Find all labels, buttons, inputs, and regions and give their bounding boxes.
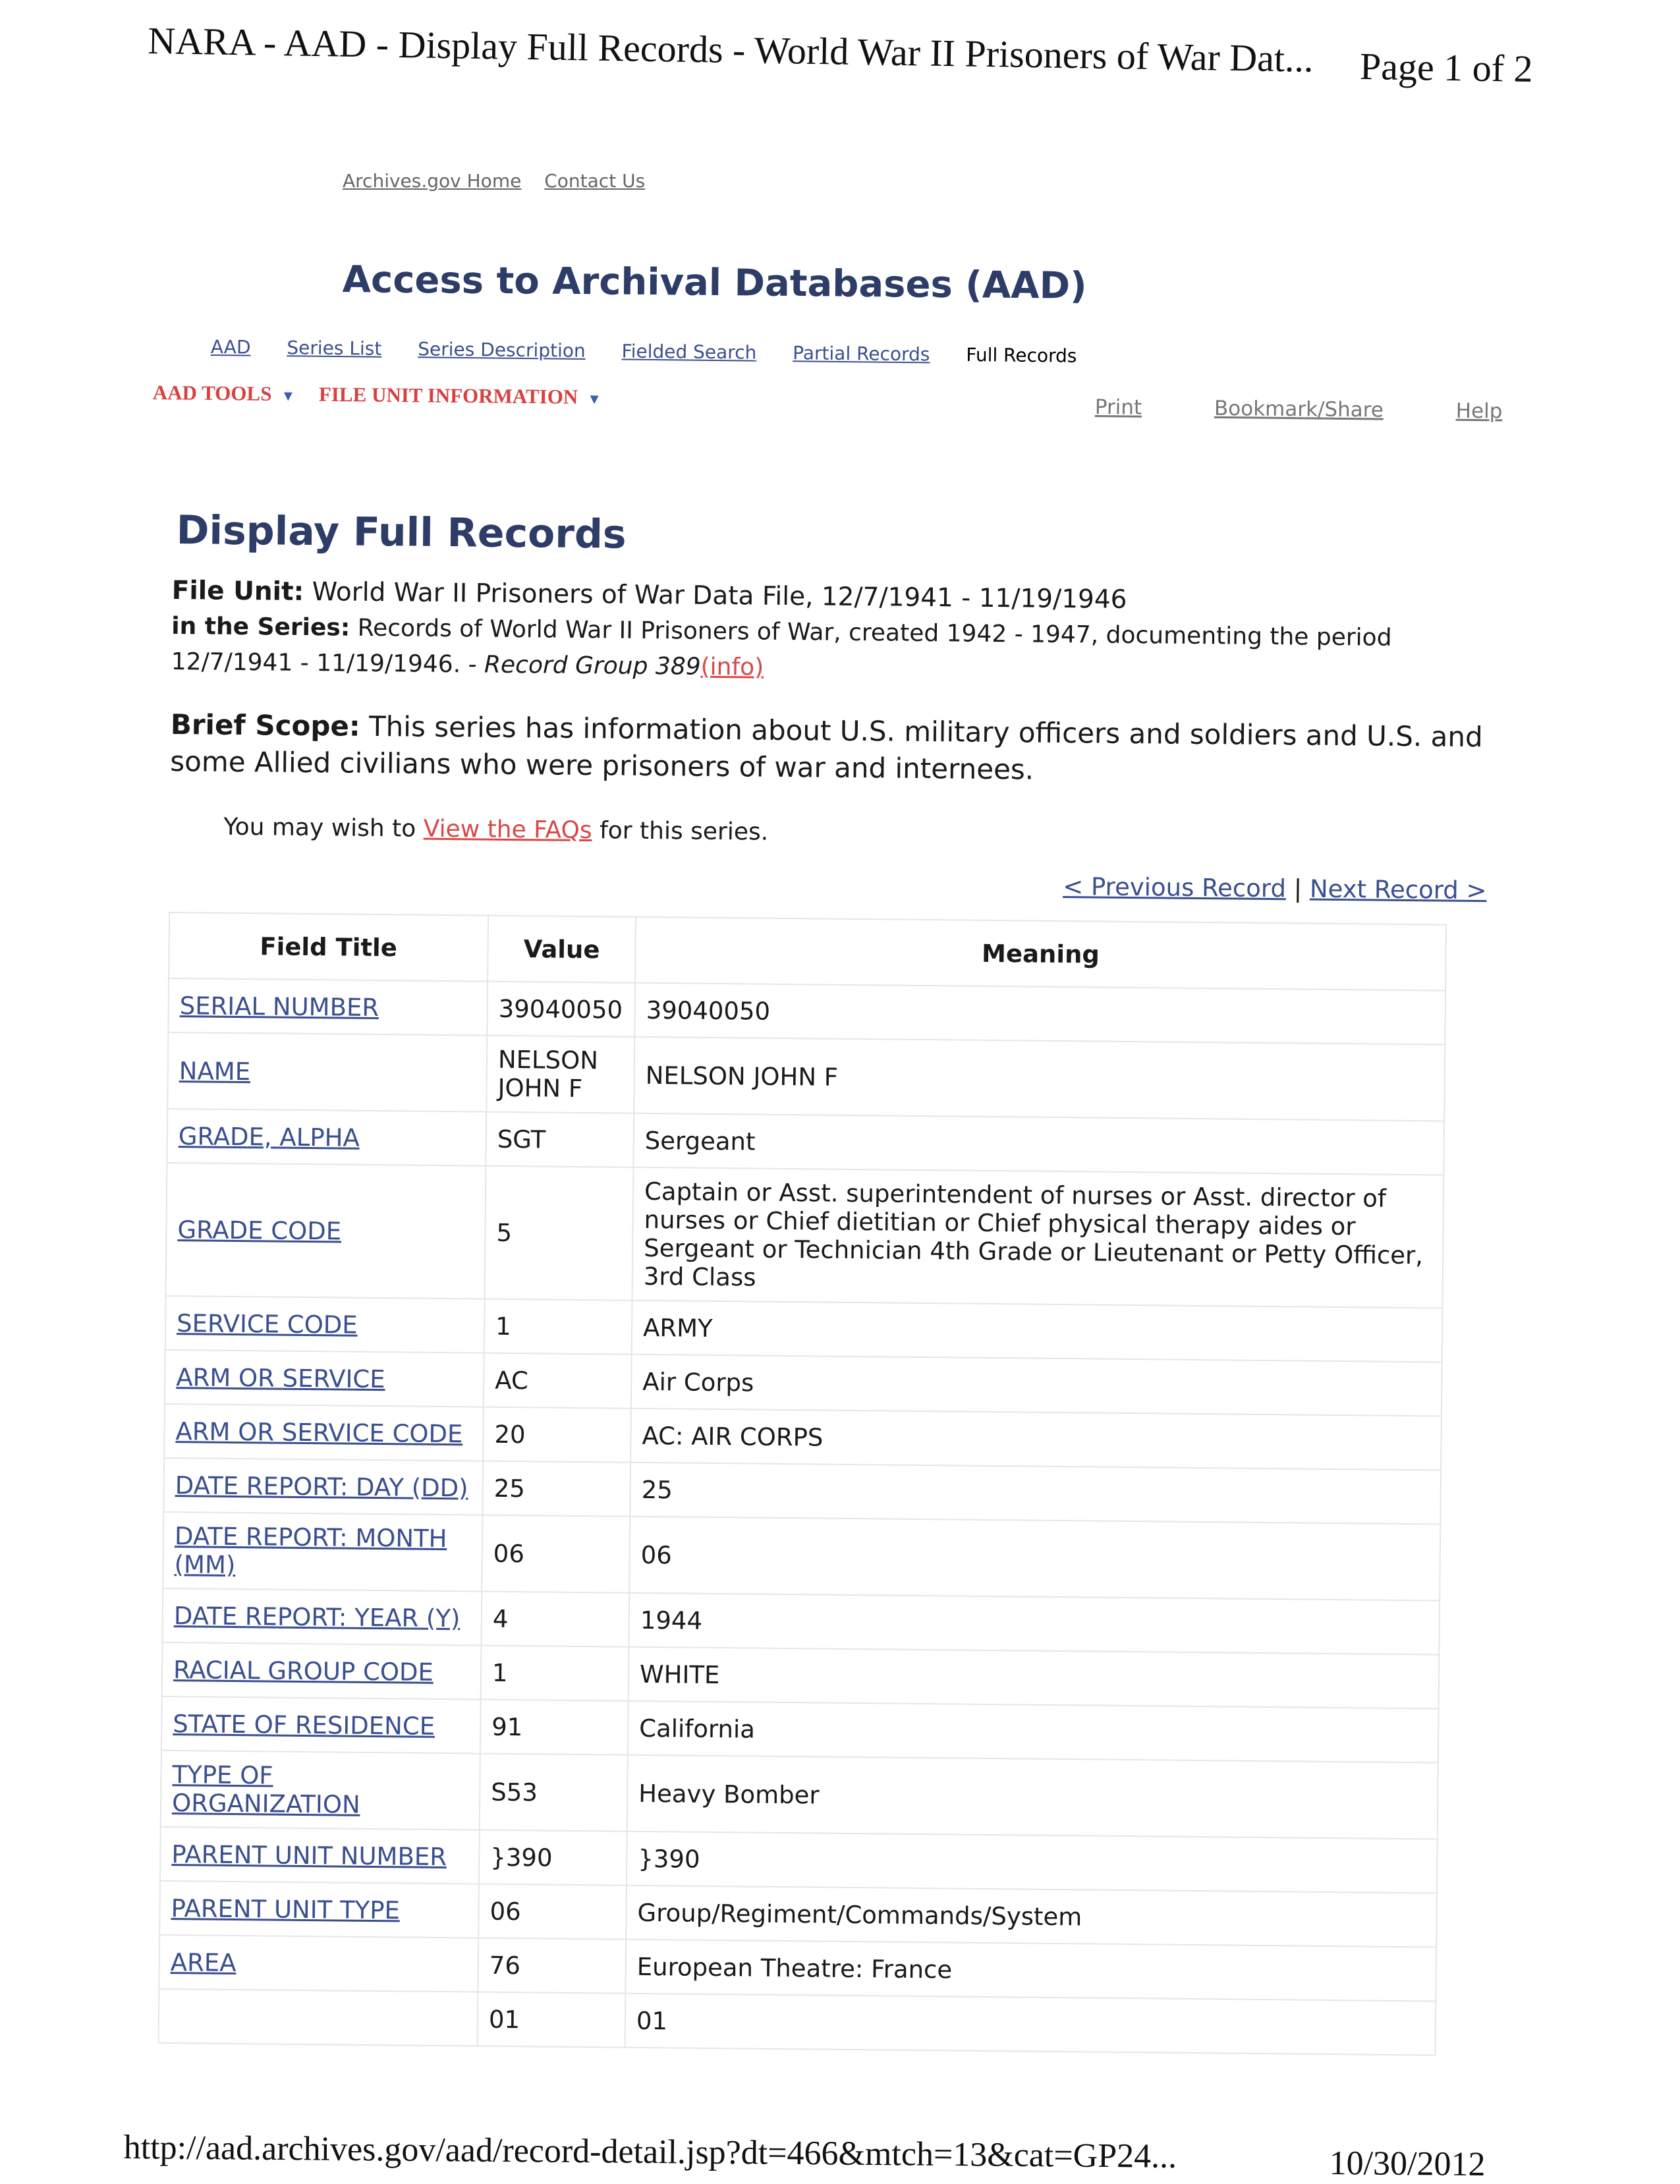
tools-menu: [153, 381, 621, 409]
table-row: [163, 1512, 1440, 1601]
field-title-link[interactable]: STATE OF RESIDENCE: [173, 1709, 435, 1741]
field-title-cell: [168, 978, 488, 1036]
value-cell: 06: [482, 1515, 630, 1593]
value-cell: NELSON JOHN F: [486, 1036, 634, 1113]
main-content: [158, 507, 1490, 2056]
help-link[interactable]: Help: [1455, 399, 1503, 424]
field-title-link[interactable]: TYPE OF ORGANIZATION: [171, 1760, 360, 1819]
value-cell: 1: [481, 1646, 629, 1701]
value-cell: AC: [484, 1353, 632, 1409]
field-title-cell: [160, 1827, 480, 1884]
table-row: [161, 1750, 1438, 1839]
value-cell: 76: [478, 1938, 626, 1994]
meaning-cell: 1944: [629, 1593, 1440, 1655]
dropdown-arrow-icon: ▼: [281, 387, 296, 405]
meaning-cell: 25: [630, 1463, 1441, 1525]
field-title-cell: [159, 1989, 478, 2046]
header-field-title: Field Title: [169, 912, 488, 982]
value-cell: 25: [482, 1461, 630, 1517]
field-title-link[interactable]: ARM OR SERVICE CODE: [175, 1416, 463, 1448]
field-title-link[interactable]: RACIAL GROUP CODE: [173, 1655, 434, 1687]
meaning-cell: Captain or Asst. superintendent of nurses or Asst. director of nurses or Chief dietitian or Chief physical therapy aides or Sergeant or Technician 4th Grade or Lieutenant or Petty Officer, 3rd Class: [632, 1167, 1443, 1308]
field-title-link[interactable]: AREA: [170, 1947, 237, 1977]
scope-label: Brief Scope:: [170, 708, 360, 742]
field-title-link[interactable]: SERIAL NUMBER: [179, 991, 379, 1022]
table-header-row: [169, 912, 1446, 991]
print-link[interactable]: Print: [1094, 395, 1142, 420]
record-group: Record Group 389: [484, 651, 701, 681]
field-title-cell: [161, 1750, 480, 1830]
faq-suffix: for this series.: [592, 817, 769, 846]
nav-series-list[interactable]: Series List: [287, 337, 382, 360]
faq-line: [223, 814, 1487, 853]
utility-links: [1095, 395, 1569, 424]
header-meaning: Meaning: [635, 917, 1446, 991]
nav-aad[interactable]: AAD: [210, 336, 251, 358]
main-nav: [211, 336, 1077, 367]
view-faqs-link[interactable]: View the FAQs: [423, 815, 592, 845]
meaning-cell: California: [628, 1701, 1439, 1763]
meaning-cell: ARMY: [632, 1301, 1443, 1362]
field-title-cell: [166, 1163, 486, 1299]
field-title-cell: [159, 1881, 479, 1938]
faq-prefix: You may wish to: [223, 813, 424, 843]
value-cell: 20: [483, 1407, 631, 1463]
value-cell: 91: [480, 1700, 629, 1755]
top-links: [343, 170, 662, 192]
meaning-cell: Heavy Bomber: [627, 1755, 1438, 1839]
print-header-title: NARA - AAD - Display Full Records - World War II Prisoners of War Dat...: [147, 18, 1314, 80]
meaning-cell: NELSON JOHN F: [634, 1037, 1445, 1121]
file-unit-info: [171, 573, 1489, 692]
meaning-cell: European Theatre: France: [625, 1940, 1436, 2002]
print-url: http://aad.archives.gov/aad/record-detail.jsp?dt=466&mtch=13&cat=GP24...: [123, 2129, 1177, 2175]
field-title-cell: [167, 1109, 486, 1166]
aad-tools-menu[interactable]: AAD TOOLS ▼: [152, 381, 296, 405]
series-value: Records of World War II Prisoners of War, created 1942 - 1947, documenting the period 12/7/1941 - 11/19/1946. -: [171, 614, 1392, 679]
field-title-link[interactable]: SERVICE CODE: [176, 1308, 358, 1339]
brief-scope: [170, 706, 1488, 793]
value-cell: 06: [478, 1884, 627, 1940]
value-cell: 01: [478, 1992, 626, 2048]
value-cell: 1: [484, 1299, 632, 1355]
field-title-link[interactable]: NAME: [179, 1056, 251, 1086]
field-title-link[interactable]: PARENT UNIT TYPE: [171, 1893, 401, 1924]
field-title-link[interactable]: DATE REPORT: MONTH (MM): [174, 1522, 447, 1579]
record-navigation: [169, 864, 1486, 905]
file-unit-value: World War II Prisoners of War Data File, 12/7/1941 - 11/19/1946: [312, 577, 1127, 615]
meaning-cell: Group/Regiment/Commands/System: [626, 1886, 1437, 1947]
nav-series-description[interactable]: Series Description: [418, 338, 586, 362]
value-cell: 5: [484, 1166, 633, 1301]
field-title-link[interactable]: DATE REPORT: DAY (DD): [175, 1470, 468, 1502]
nav-full-records-current: Full Records: [966, 344, 1077, 367]
field-title-cell: [165, 1296, 485, 1353]
field-title-cell: [167, 1032, 487, 1112]
print-footer: [123, 2128, 1486, 2184]
meaning-cell: AC: AIR CORPS: [630, 1409, 1442, 1470]
file-unit-information-menu[interactable]: FILE UNIT INFORMATION ▼: [318, 382, 602, 408]
value-cell: 4: [481, 1592, 629, 1647]
field-title-cell: [165, 1350, 484, 1407]
bookmark-share-link[interactable]: Bookmark/Share: [1214, 396, 1384, 422]
meaning-cell: 39040050: [634, 983, 1445, 1045]
page-title: Display Full Records: [176, 507, 627, 558]
print-page-number: Page 1 of 2: [1359, 44, 1534, 91]
nav-fielded-search[interactable]: Fielded Search: [621, 340, 757, 364]
field-title-cell: [163, 1458, 483, 1515]
value-cell: }390: [479, 1830, 627, 1886]
table-row: [159, 1989, 1436, 2056]
site-title: Access to Archival Databases (AAD): [342, 258, 1087, 308]
field-title-cell: [161, 1696, 481, 1754]
table-row: [167, 1032, 1445, 1121]
field-title-cell: [164, 1404, 484, 1461]
next-record-link[interactable]: Next Record >: [1309, 874, 1487, 905]
meaning-cell: Air Corps: [631, 1355, 1442, 1416]
meaning-cell: WHITE: [629, 1647, 1440, 1709]
scope-value: This series has information about U.S. military officers and soldiers and U.S. and some Allied civilians who were prisoners of war and internees.: [170, 710, 1483, 786]
field-title-link[interactable]: ARM OR SERVICE: [176, 1362, 385, 1393]
meaning-cell: Sergeant: [633, 1113, 1444, 1175]
record-table: [158, 912, 1447, 2056]
field-title-cell: [159, 1935, 478, 1992]
field-title-link[interactable]: GRADE CODE: [177, 1215, 342, 1246]
field-title-link[interactable]: PARENT UNIT NUMBER: [171, 1839, 447, 1871]
meaning-cell: 06: [629, 1517, 1440, 1601]
value-cell: S53: [480, 1754, 628, 1832]
dropdown-arrow-icon: ▼: [587, 390, 602, 408]
table-row: [166, 1163, 1444, 1308]
series-label: in the Series:: [171, 612, 350, 642]
field-title-link[interactable]: GRADE, ALPHA: [178, 1121, 360, 1152]
nav-partial-records[interactable]: Partial Records: [793, 342, 930, 366]
field-title-cell: [162, 1642, 482, 1700]
contact-us-link[interactable]: Contact Us: [544, 170, 646, 192]
record-nav-separator: |: [1293, 874, 1302, 903]
archives-home-link[interactable]: Archives.gov Home: [343, 170, 522, 192]
field-title-link[interactable]: DATE REPORT: YEAR (Y): [173, 1601, 461, 1633]
value-cell: 39040050: [487, 982, 635, 1037]
header-value: Value: [488, 916, 636, 983]
value-cell: SGT: [486, 1112, 634, 1167]
meaning-cell: }390: [627, 1832, 1438, 1893]
previous-record-link[interactable]: < Previous Record: [1063, 872, 1287, 903]
info-link[interactable]: (info): [700, 653, 764, 681]
meaning-cell: 01: [625, 1994, 1436, 2056]
print-date: 10/30/2012: [1329, 2144, 1486, 2184]
file-unit-label: File Unit:: [171, 575, 304, 607]
field-title-cell: [162, 1588, 482, 1646]
print-header: [147, 18, 1534, 91]
field-title-cell: [163, 1512, 482, 1592]
